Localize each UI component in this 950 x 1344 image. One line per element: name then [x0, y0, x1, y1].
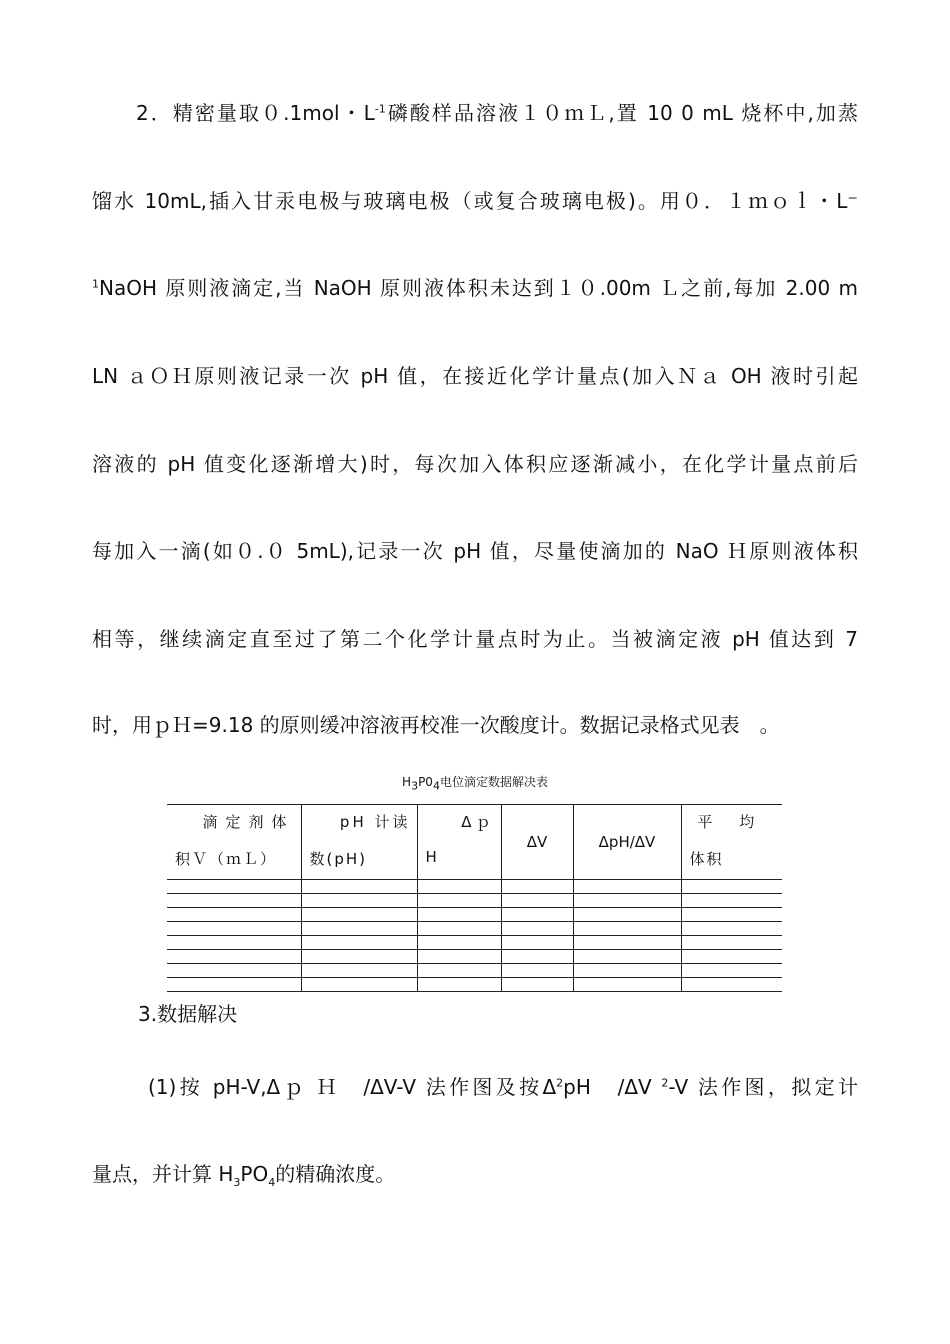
- header-average-volume: 平 均 体积: [681, 805, 782, 880]
- item-1-line-2: 量点，并计算 $H_3PO_4$的精确浓度。: [92, 1162, 396, 1189]
- item-1-line-1: (1)按 pH-V,Δｐ Ｈ /ΔV-V 法作图及按$\Delta^2pH$ /ΔV $^2$-V 法作图，拟定计: [148, 1075, 858, 1099]
- header-delta-v: ΔV: [501, 805, 573, 880]
- table-caption: $H_3P0_4$电位滴定数据解决表: [402, 775, 548, 793]
- section-3-title: 3.数据解决: [138, 1002, 238, 1026]
- titration-data-table: [167, 804, 782, 992]
- paragraph-line-6: 每加入一滴(如０.０ 5mL),记录一次 pH 值，尽量使滴加的 NaO Ｈ原则液体积: [92, 539, 858, 563]
- paragraph-line-4: LN ａＯＨ原则液记录一次 pH 值，在接近化学计量点(加入Ｎａ OH 液时引起: [92, 364, 858, 388]
- table-row: [167, 978, 782, 992]
- table-row: [167, 922, 782, 936]
- table-row: [167, 908, 782, 922]
- table-row: [167, 880, 782, 894]
- paragraph-line-5: 溶液的 pH 值变化逐渐增大)时，每次加入体积应逐渐减小，在化学计量点前后: [92, 452, 858, 476]
- paragraph-line-1: 2．精密量取０.1mol・$L^{-1}$磷酸样品溶液１０ｍＬ,置 10 0 mL 烧杯中,加蒸: [136, 101, 858, 125]
- table-row: [167, 894, 782, 908]
- paragraph-line-7: 相等，继续滴定直至过了第二个化学计量点时为止。当被滴定液 pH 值达到 7: [92, 627, 858, 651]
- table-row: [167, 936, 782, 950]
- table-row: [167, 950, 782, 964]
- paragraph-line-3: $^1$NaOH 原则液滴定,当 NaOH 原则液体积未达到１０.00m Ｌ之前,每加 2.00 m: [92, 276, 858, 300]
- header-dph-dv: ΔpH/ΔV: [573, 805, 681, 880]
- table-row: [167, 964, 782, 978]
- table-header-row: [167, 805, 782, 880]
- header-ph-reading: pH 计读 数(pH): [301, 805, 417, 880]
- paragraph-line-8: 时，用ｐＨ=9.18 的原则缓冲溶液再校准一次酸度计。数据记录格式见表 。: [92, 713, 780, 737]
- paragraph-line-2: 馏水 10mL,插入甘汞电极与玻璃电极（或复合玻璃电极)。用０．１ｍｏｌ・L⁻: [92, 189, 858, 213]
- header-delta-ph: Δｐ H: [417, 805, 501, 880]
- header-titrant-volume: 滴定剂体 积Ｖ（ｍＬ）: [167, 805, 301, 880]
